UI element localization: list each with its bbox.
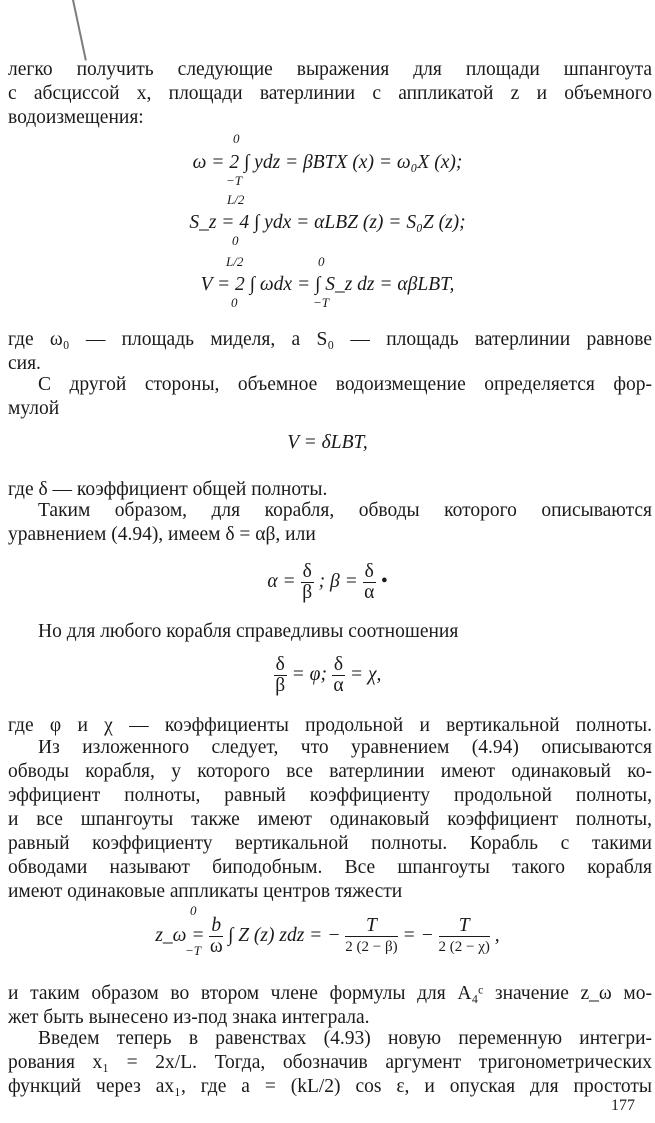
- fraction-numerator: b: [211, 915, 222, 936]
- text-line: сия.: [8, 353, 41, 374]
- integral-lower-limit: −T: [185, 943, 202, 958]
- fraction-denominator: α: [333, 675, 344, 696]
- formula-omega: ω = 2 ∫ ydz = βBTX (x) = ω₀X (x);: [192, 152, 463, 173]
- text-line: Таким образом, для корабля, обводы которого описываются: [38, 500, 652, 521]
- integral-upper-limit: L/2: [226, 254, 244, 269]
- formula-volume: V = 2 ∫ ωdx = ∫ S_z dz = αβLBT,: [200, 274, 455, 295]
- formula-part: = −: [402, 924, 434, 946]
- fraction: [209, 916, 223, 957]
- formula-z-omega: [0, 916, 655, 957]
- formula-sz: S_z = 4 ∫ ydx = αLBZ (z) = S₀Z (z);: [189, 212, 466, 233]
- fraction-numerator: δ: [275, 654, 285, 675]
- text-line: и все шпангоуты также имеют одинаковый коэффициент полноты,: [8, 809, 652, 830]
- fraction-denominator: α: [364, 582, 375, 603]
- fraction-numerator: δ: [302, 561, 312, 582]
- formula-part: ,: [494, 924, 500, 946]
- text-line: Введем теперь в равенствах (4.93) новую переменную интегри-: [38, 1028, 652, 1049]
- formula-part: = φ;: [291, 663, 327, 685]
- text-line: жет быть вынесено из-под знака интеграла.: [8, 1007, 370, 1028]
- scan-artifact-line: [72, 0, 87, 61]
- formula-part: = χ,: [349, 663, 382, 685]
- text-line: с абсциссой x, площади ватерлинии с аппликатой z и объемного: [8, 83, 652, 104]
- text-line: где φ и χ — коэффициенты продольной и вертикальной полноты.: [8, 715, 652, 736]
- fraction: [439, 916, 490, 957]
- integral-lower-limit: −T: [226, 173, 243, 188]
- text-line: уравнением (4.94), имеем δ = αβ, или: [8, 524, 316, 545]
- text-line: легко получить следующие выражения для площади шпангоута: [8, 59, 652, 80]
- fraction-numerator: T: [345, 916, 397, 937]
- formula-part: α =: [267, 570, 296, 592]
- fraction: [332, 655, 345, 696]
- fraction-numerator: δ: [364, 561, 374, 582]
- text-line: имеют одинаковые аппликаты центров тяжести: [8, 881, 403, 902]
- text-line: где ω₀ — площадь миделя, а S₀ — площадь ватерлинии равнове: [8, 329, 652, 350]
- formula-part: ∫ Z (z) zdz = −: [227, 924, 341, 946]
- text-line: С другой стороны, объемное водоизмещение определяется фор-: [38, 374, 652, 395]
- text-line: функций через ax₁, где a = (kL/2) cos ε, и опуская для простоты: [8, 1076, 652, 1097]
- text-line: Из изложенного следует, что уравнением (4.94) описываются: [38, 737, 652, 758]
- fraction-numerator: δ: [333, 654, 344, 675]
- fraction-denominator: ω: [209, 936, 223, 957]
- text-line: водоизмещения:: [8, 107, 144, 128]
- fraction-numerator: T: [439, 916, 490, 937]
- fraction-denominator: β: [275, 675, 286, 696]
- formula-v-delta: V = δLBT,: [287, 432, 368, 453]
- integral-upper-limit: 0: [233, 131, 240, 146]
- text-line: мулой: [8, 398, 60, 419]
- integral-lower-limit: 0: [231, 295, 238, 310]
- text-line: Но для любого корабля справедливы соотношения: [38, 621, 459, 642]
- text-line: обводы корабля, у которого все ватерлинии имеют одинаковый ко-: [8, 761, 652, 782]
- text-line: обводами называют биподобным. Все шпангоуты такого корабля: [8, 857, 652, 878]
- fraction-denominator: 2 (2 − β): [345, 939, 398, 955]
- fraction: [363, 562, 376, 603]
- fraction-denominator: β: [302, 582, 313, 603]
- integral-lower-limit: −T: [313, 295, 330, 310]
- fraction: [301, 562, 314, 603]
- text-line: где δ — коэффициент общей полноты.: [8, 479, 328, 500]
- fraction: [274, 655, 287, 696]
- integral-upper-limit: 0: [190, 903, 197, 918]
- integral-upper-limit: 0: [318, 254, 325, 269]
- formula-phi-chi: [0, 655, 655, 696]
- fraction-denominator: 2 (2 − χ): [438, 939, 490, 955]
- integral-lower-limit: 0: [232, 233, 239, 248]
- page-number: 177: [611, 1097, 635, 1114]
- fraction: [345, 916, 397, 957]
- text-line: равный коэффициенту вертикальной полноты. Корабль с такими: [8, 833, 652, 854]
- integral-upper-limit: L/2: [227, 192, 245, 207]
- formula-part: •: [380, 570, 388, 592]
- formula-part: z_ω =: [155, 924, 205, 946]
- text-line: эффициент полноты, равный коэффициенту продольной полноты,: [8, 785, 652, 806]
- text-line: рования x₁ = 2x/L. Тогда, обозначив аргумент тригонометрических: [8, 1052, 652, 1073]
- formula-alpha-beta: [0, 562, 655, 603]
- text-line: и таким образом во втором члене формулы для A₄ᶜ значение z_ω мо-: [8, 983, 652, 1004]
- formula-part: ; β =: [318, 570, 358, 592]
